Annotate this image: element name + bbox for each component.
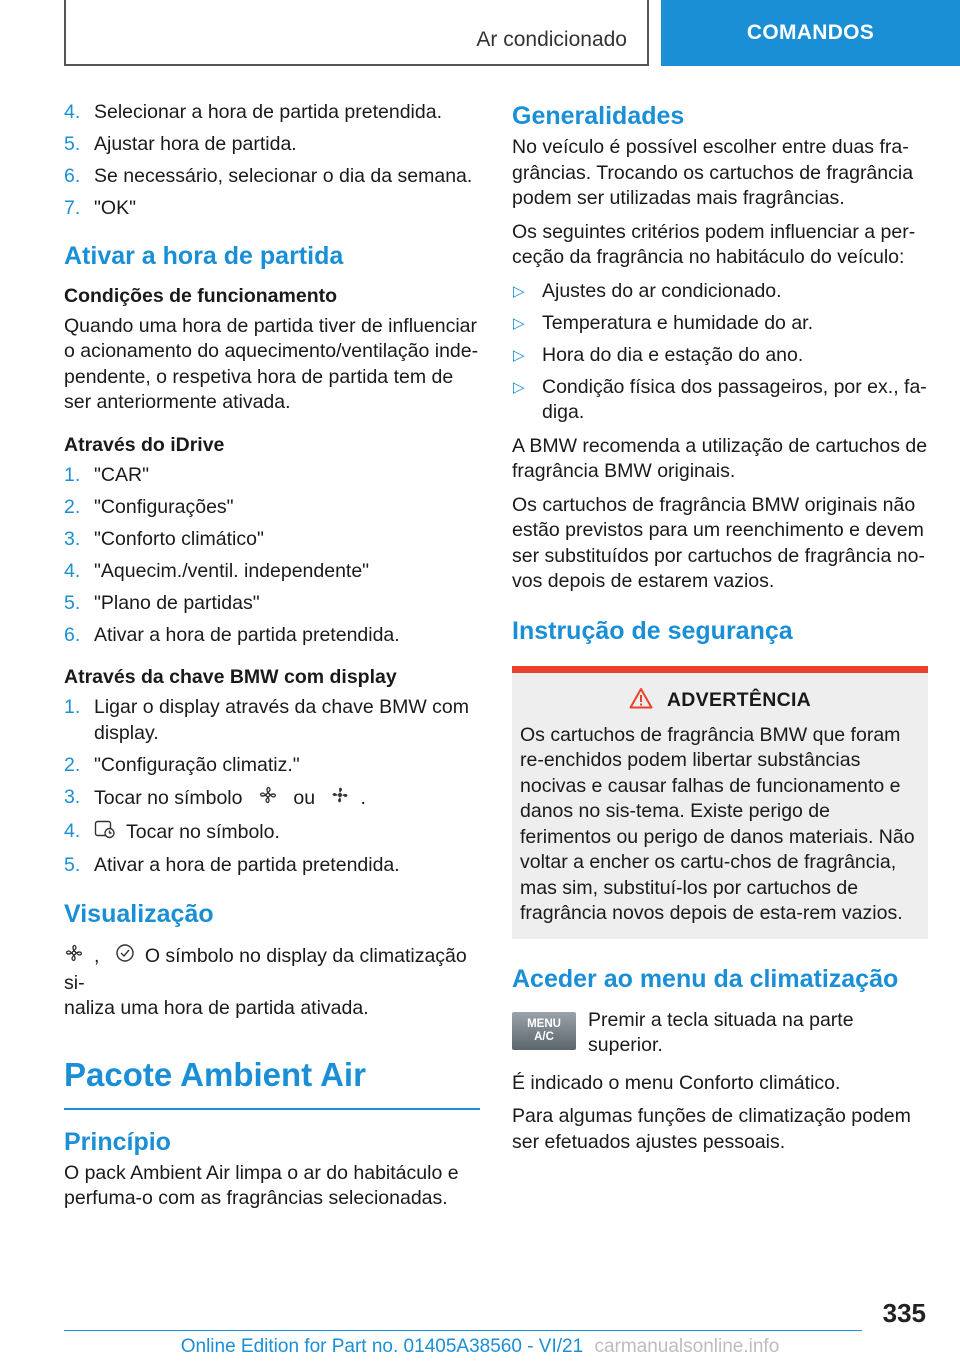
step-number: 5. bbox=[64, 133, 81, 155]
list-item bbox=[512, 279, 928, 305]
step-text: "Configuração climatiz." bbox=[94, 753, 300, 776]
step-number: 2. bbox=[64, 753, 81, 776]
list-item bbox=[64, 132, 480, 158]
heading-menu: Aceder ao menu da climatização bbox=[512, 964, 899, 993]
heading-key-display: Através da chave BMW com display bbox=[64, 666, 397, 688]
step-number: 6. bbox=[64, 623, 81, 646]
step-text: "Aquecim./ventil. independente" bbox=[94, 559, 370, 582]
paragraph-general-4: Os cartuchos de fragrância BMW originais não estão previstos para um reenchimento e devem ser substituídos por cartuchos de fragrância no-vos depois de estarem vazios. bbox=[512, 493, 925, 592]
list-item bbox=[64, 164, 480, 190]
heading-safety: Instrução de segurança bbox=[512, 616, 793, 645]
heading-general: Generalidades bbox=[512, 102, 685, 130]
step-number: 4. bbox=[64, 101, 81, 123]
list-item bbox=[64, 495, 480, 521]
list-item bbox=[64, 527, 480, 553]
list-item bbox=[64, 623, 480, 649]
list-item bbox=[64, 591, 480, 617]
heading-activate-departure: Ativar a hora de partida bbox=[64, 241, 344, 270]
step-text: Selecionar a hora de partida pretendida. bbox=[94, 101, 442, 123]
step-text bbox=[94, 785, 480, 813]
paragraph-general-2: Os seguintes critérios podem influenciar a per-ceção da fragrância no habitáculo do veículo: bbox=[512, 220, 916, 268]
paragraph-general-3: A BMW recomenda a utilização de cartuchos de fragrância BMW originais. bbox=[512, 434, 928, 482]
footer-edition-text: Online Edition for Part no. 01405A38560 - VI/21 bbox=[180, 1336, 584, 1357]
step-number: 7. bbox=[64, 197, 81, 219]
criteria-list bbox=[512, 279, 928, 426]
list-item bbox=[512, 375, 928, 426]
bullet-text: Condição física dos passageiros, por ex., fa-diga. bbox=[542, 375, 927, 423]
step-number: 3. bbox=[64, 785, 81, 808]
paragraph-display-text-b: naliza uma hora de partida ativada. bbox=[64, 997, 369, 1019]
step-text: Ligar o display através da chave BMW com display. bbox=[94, 696, 469, 744]
step-number: 3. bbox=[64, 527, 81, 550]
left-column bbox=[64, 100, 480, 1220]
step-text: "CAR" bbox=[94, 463, 150, 486]
step-text: "Conforto climático" bbox=[94, 527, 264, 550]
heading-idrive: Através do iDrive bbox=[64, 433, 225, 456]
header-section-box bbox=[64, 0, 649, 66]
menu-key-line1: MENU bbox=[527, 1017, 561, 1030]
list-item bbox=[64, 196, 480, 222]
page-number: 335 bbox=[882, 1298, 926, 1328]
step-number: 5. bbox=[64, 591, 81, 614]
step-text: Ativar a hora de partida pretendida. bbox=[94, 623, 400, 646]
list-item bbox=[64, 785, 480, 813]
step-text bbox=[94, 819, 480, 847]
list-item bbox=[64, 463, 480, 489]
list-item bbox=[64, 853, 480, 879]
paragraph-conditions: Quando uma hora de partida tiver de influenciar o acionamento do aquecimento/ventilação inde-pendente, o respetiva hora de partida tem de ser anteriormente ativada. bbox=[64, 314, 479, 413]
steps-list-c bbox=[64, 695, 480, 878]
header-section-title: Ar condicionado bbox=[476, 28, 627, 51]
bullet-triangle-icon: ▷ bbox=[513, 378, 525, 396]
step-text: Se necessário, selecionar o dia da semana. bbox=[94, 165, 473, 187]
step-text-pre: Tocar no símbolo bbox=[94, 786, 243, 809]
bullet-triangle-icon: ▷ bbox=[513, 346, 525, 364]
fan-icon bbox=[258, 785, 278, 813]
menu-key-row bbox=[512, 1008, 928, 1059]
steps-list-a bbox=[64, 100, 480, 222]
step-text-main: Tocar no símbolo. bbox=[126, 820, 280, 843]
step-number: 1. bbox=[64, 696, 81, 718]
menu-key-line2: A/C bbox=[534, 1030, 554, 1043]
warning-title-text: ADVERTÊNCIA bbox=[666, 689, 812, 711]
paragraph-menu-1: Premir a tecla situada na parte superior. bbox=[588, 1008, 854, 1056]
fan-icon bbox=[64, 943, 84, 971]
bullet-triangle-icon: ▷ bbox=[513, 314, 525, 332]
step-number: 2. bbox=[64, 495, 81, 518]
paragraph-menu-3: Para algumas funções de climatização podem ser efetuados ajustes pessoais. bbox=[512, 1105, 911, 1153]
step-text-mid: ou bbox=[293, 786, 316, 809]
bullet-text: Ajustes do ar condicionado. bbox=[542, 279, 782, 302]
clock-icon bbox=[115, 943, 135, 971]
list-item bbox=[64, 695, 480, 746]
timer-icon bbox=[94, 819, 116, 847]
step-text-post: . bbox=[360, 786, 366, 809]
warning-title bbox=[520, 687, 920, 715]
step-text: Ajustar hora de partida. bbox=[94, 133, 297, 155]
warning-box bbox=[512, 666, 928, 939]
step-text: "Configurações" bbox=[94, 495, 234, 518]
step-number: 4. bbox=[64, 819, 81, 842]
bullet-text: Temperatura e humidade do ar. bbox=[542, 311, 814, 334]
paragraph-display bbox=[64, 943, 480, 1022]
warning-triangle-icon bbox=[629, 687, 667, 715]
heading-display: Visualização bbox=[64, 900, 214, 928]
steps-list-b bbox=[64, 463, 480, 649]
list-item bbox=[64, 819, 480, 847]
step-number: 1. bbox=[64, 463, 81, 486]
list-item bbox=[512, 311, 928, 337]
menu-ac-key-icon bbox=[512, 1012, 576, 1050]
warning-text: Os cartuchos de fragrância BMW que foram re-enchidos podem libertar substâncias nocivas e causar falhas de funcionamento e danos no sis-tema. Existe perigo de ferimentos ou perigo de danos materiais. Não voltar a encher os cartu-chos de fragrância, mas sim, substituí-los por cartuchos de fragrância novos depois de esta-rem vazios. bbox=[520, 723, 915, 924]
step-text: "OK" bbox=[94, 197, 137, 219]
footer-edition bbox=[0, 1336, 960, 1358]
footer-watermark: carmanualsonline.info bbox=[594, 1336, 780, 1357]
list-item bbox=[512, 343, 928, 369]
paragraph-principle: O pack Ambient Air limpa o ar do habitáculo e perfuma-o com as fragrâncias selecionadas. bbox=[64, 1161, 459, 1209]
bullet-triangle-icon: ▷ bbox=[513, 282, 525, 300]
list-item bbox=[64, 100, 480, 126]
paragraph-general-1: No veículo é possível escolher entre duas fra-grâncias. Trocando os cartuchos de fragrância podem ser utilizadas mais fragrâncias. bbox=[512, 136, 914, 209]
step-number: 6. bbox=[64, 165, 81, 187]
step-text: "Plano de partidas" bbox=[94, 591, 260, 614]
list-item bbox=[64, 559, 480, 585]
list-item bbox=[64, 753, 480, 779]
paragraph-menu-2: É indicado o menu Conforto climático. bbox=[512, 1071, 841, 1094]
heading-principle: Princípio bbox=[64, 1127, 171, 1156]
header-chapter-tab: COMANDOS bbox=[661, 0, 960, 66]
paragraph-display-text-a: O símbolo no display da climatização si- bbox=[64, 944, 467, 994]
paragraph-display-separator: , bbox=[94, 944, 100, 967]
right-column bbox=[512, 100, 928, 1163]
footer-rule bbox=[64, 1330, 862, 1331]
fan-auto-icon bbox=[330, 785, 350, 813]
step-number: 5. bbox=[64, 853, 81, 876]
heading-conditions: Condições de funcionamento bbox=[64, 284, 338, 307]
step-number: 4. bbox=[64, 559, 81, 582]
step-text: Ativar a hora de partida pretendida. bbox=[94, 853, 400, 876]
bullet-text: Hora do dia e estação do ano. bbox=[542, 343, 804, 366]
heading-ambient-air-pack: Pacote Ambient Air bbox=[64, 1056, 480, 1110]
